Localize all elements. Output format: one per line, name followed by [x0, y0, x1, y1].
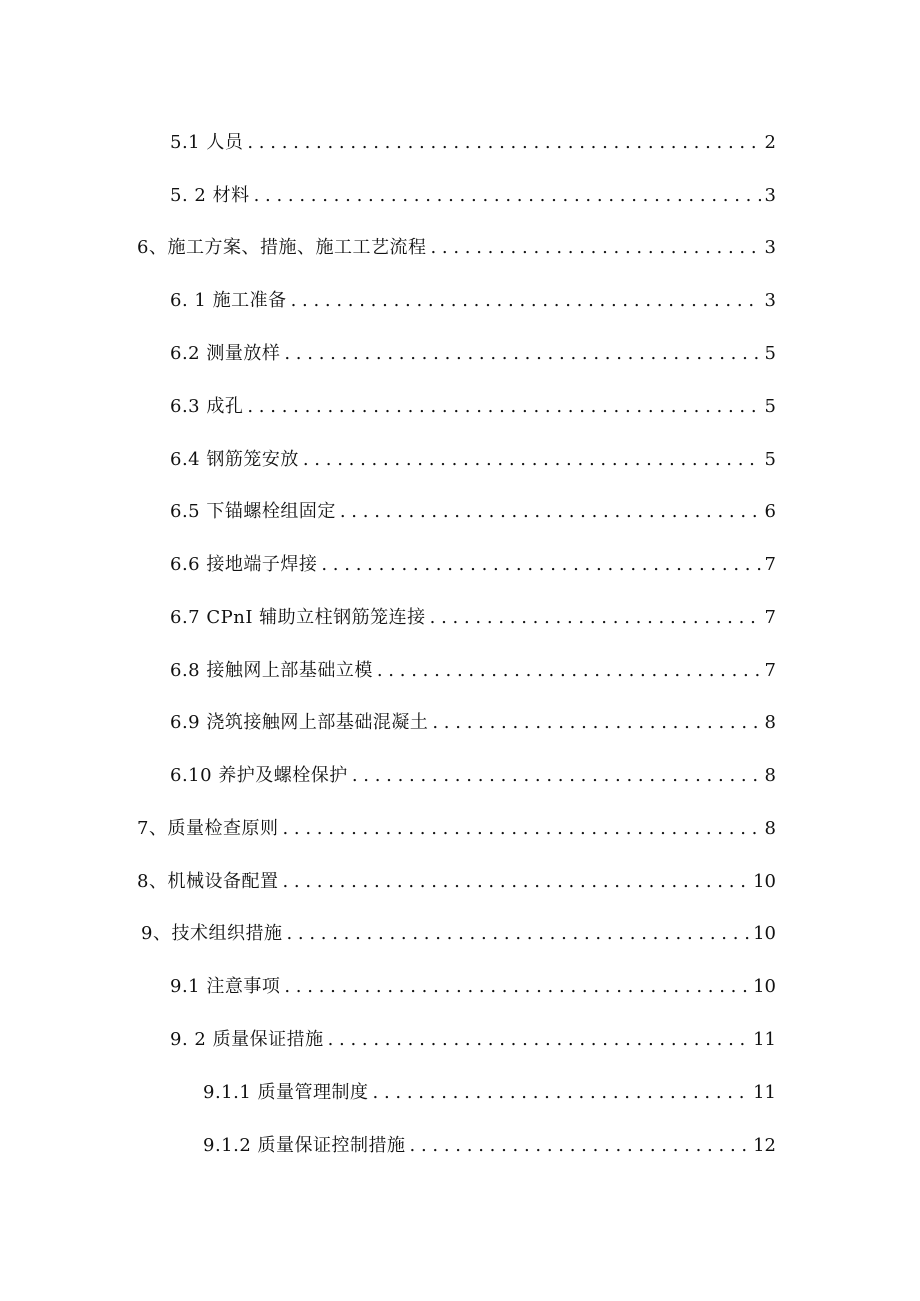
- toc-entry-title: 6. 1 施工准备: [170, 290, 287, 311]
- toc-entry-page: 8: [764, 765, 776, 786]
- toc-entry-title: 6.7 CPnI 辅助立柱钢筋笼连接: [170, 607, 426, 628]
- toc-entry-title: 9.1.2 质量保证控制措施: [203, 1135, 406, 1156]
- toc-entry-title: 6.6 接地端子焊接: [170, 554, 318, 575]
- dot-leader: [247, 396, 760, 418]
- dot-leader: [303, 449, 761, 471]
- toc-entry-5-2: [170, 177, 776, 207]
- dot-leader: [377, 660, 761, 682]
- toc-entry-6-4: [170, 441, 776, 471]
- toc-entry-6-1: [170, 282, 776, 312]
- toc-entry-title: 5. 2 材料: [170, 185, 250, 206]
- toc-entry-title: 9.1 注意事项: [170, 976, 281, 997]
- toc-entry-page: 11: [753, 1029, 776, 1050]
- toc-entry-6-9: [170, 704, 776, 734]
- toc-entry-9-1-2: [203, 1127, 776, 1157]
- dot-leader: [430, 607, 761, 629]
- toc-entry-title: 8、机械设备配置: [137, 871, 279, 892]
- toc-entry-page: 8: [764, 818, 776, 839]
- toc-entry-page: 11: [753, 1082, 776, 1103]
- dot-leader: [328, 1029, 750, 1051]
- toc-entry-title: 9.1.1 质量管理制度: [203, 1082, 369, 1103]
- dot-leader: [282, 818, 760, 840]
- toc-entry-6-8: [170, 652, 776, 682]
- toc-entry-page: 10: [753, 871, 776, 892]
- dot-leader: [340, 501, 761, 523]
- toc-entry-title: 6、施工方案、措施、施工工艺流程: [137, 237, 427, 258]
- toc-entry-title: 7、质量检查原则: [137, 818, 279, 839]
- dot-leader: [432, 712, 760, 734]
- dot-leader: [247, 132, 760, 154]
- toc-entry-8: [137, 863, 776, 893]
- toc-entry-6-2: [170, 335, 776, 365]
- toc-entry-page: 5: [764, 396, 776, 417]
- dot-leader: [284, 976, 749, 998]
- toc-entry-page: 3: [764, 185, 776, 206]
- dot-leader: [321, 554, 760, 576]
- toc-entry-page: 7: [764, 554, 776, 575]
- dot-leader: [291, 290, 761, 312]
- dot-leader: [284, 343, 760, 365]
- toc-entry-6-6: [170, 546, 776, 576]
- dot-leader: [373, 1082, 750, 1104]
- toc-entry-6-5: [170, 493, 776, 523]
- toc-entry-page: 8: [764, 712, 776, 733]
- toc-entry-5-1: [170, 124, 776, 154]
- toc-entry-9-2: [170, 1021, 776, 1051]
- dot-leader: [352, 765, 761, 787]
- toc-entry-6-3: [170, 388, 776, 418]
- toc-entry-6-10: [170, 757, 776, 787]
- toc-entry-page: 2: [764, 132, 776, 153]
- toc-entry-title: 6.3 成孔: [170, 396, 244, 417]
- toc-entry-page: 10: [753, 923, 776, 944]
- dot-leader: [430, 237, 760, 259]
- toc-entry-title: 9. 2 质量保证措施: [170, 1029, 324, 1050]
- toc-entry-page: 12: [753, 1135, 776, 1156]
- dot-leader: [282, 871, 749, 893]
- toc-entry-page: 5: [764, 449, 776, 470]
- toc-entry-page: 3: [764, 290, 776, 311]
- toc-entry-6: [137, 229, 776, 259]
- toc-entry-page: 7: [764, 607, 776, 628]
- toc-entry-title: 6.10 养护及螺栓保护: [170, 765, 348, 786]
- toc-entry-title: 6.4 钢筋笼安放: [170, 449, 299, 470]
- toc-entry-title: 9、技术组织措施: [141, 923, 283, 944]
- toc-entry-title: 6.2 测量放样: [170, 343, 281, 364]
- toc-entry-9: [141, 915, 776, 945]
- toc-entry-page: 10: [753, 976, 776, 997]
- toc-entry-9-1: [170, 968, 776, 998]
- toc-entry-9-1-1: [203, 1074, 776, 1104]
- toc-entry-page: 3: [764, 237, 776, 258]
- dot-leader: [254, 185, 761, 207]
- dot-leader: [286, 923, 749, 945]
- toc-entry-title: 6.9 浇筑接触网上部基础混凝土: [170, 712, 429, 733]
- dot-leader: [410, 1135, 750, 1157]
- toc-entry-title: 5.1 人员: [170, 132, 244, 153]
- toc-entry-title: 6.8 接触网上部基础立模: [170, 660, 373, 681]
- toc-entry-7: [137, 810, 776, 840]
- toc-entry-page: 6: [764, 501, 776, 522]
- toc-entry-6-7: [170, 599, 776, 629]
- toc-entry-title: 6.5 下锚螺栓组固定: [170, 501, 336, 522]
- toc-entry-page: 5: [764, 343, 776, 364]
- toc-entry-page: 7: [764, 660, 776, 681]
